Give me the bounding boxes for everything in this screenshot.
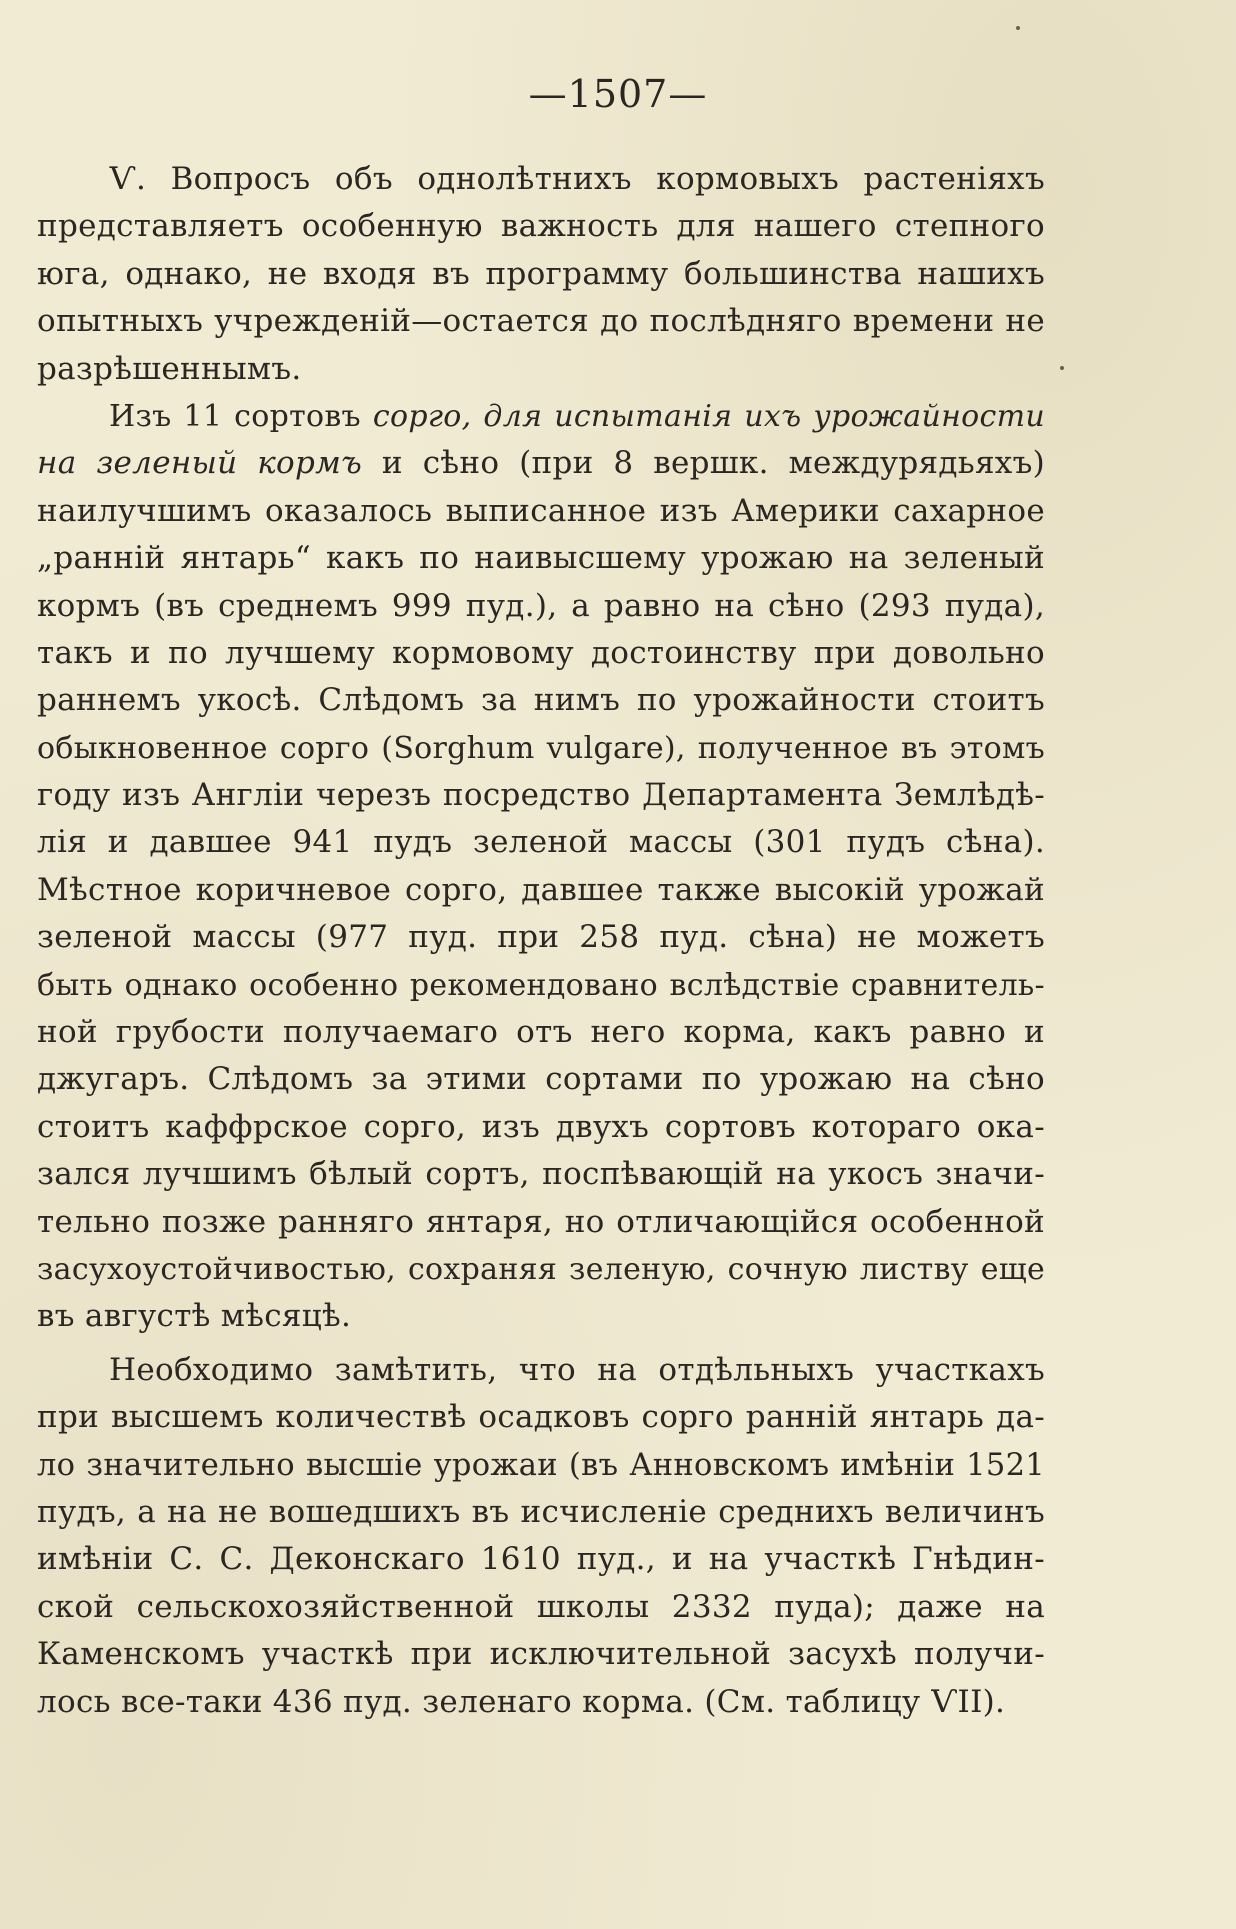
text-line: лось все-таки 436 пуд. зеленаго корма. (См. таблицу ѴII).	[37, 1683, 1006, 1720]
text-line: при высшемъ количествѣ осадковъ сорго ранній янтарь да-	[37, 1399, 1045, 1436]
text-line: представляетъ особенную важность для нашего степного	[37, 208, 1045, 245]
text-line: ной грубости получаемаго отъ него корма, какъ равно и	[37, 1014, 1045, 1051]
italic-phrase: на зеленый кормъ	[37, 445, 363, 482]
text-line: опытныхъ учрежденій—остается до послѣдняго времени не	[37, 303, 1045, 340]
text-line: „ранній янтарь“ какъ по наивысшему урожаю на зеленый	[37, 540, 1045, 577]
text-line: ло значительно высшіе урожаи (въ Анновскомъ имѣніи 1521	[37, 1447, 1045, 1483]
text-line: лія и давшее 941 пудъ зеленой массы (301 пудъ сѣна).	[37, 824, 1045, 861]
text-line: кормъ (въ среднемъ 999 пуд.), а равно на сѣно (293 пуда),	[37, 587, 1045, 624]
text-line: обыкновенное сорго (Sorghum vulgare), полученное въ этомъ	[37, 730, 1045, 766]
text-line: зался лучшимъ бѣлый сортъ, поспѣвающій на укосъ значи-	[37, 1156, 1045, 1193]
text-line: стоитъ каффрское сорго, изъ двухъ сортовъ котораго ока-	[37, 1108, 1045, 1145]
text-line	[37, 393, 1045, 440]
text-line: такъ и по лучшему кормовому достоинству при довольно	[37, 634, 1045, 671]
page-number: —1507—	[528, 72, 708, 116]
text-line: году изъ Англіи черезъ посредство Департамента Землѣдѣ-	[37, 777, 1045, 814]
text-line: джугаръ. Слѣдомъ за этими сортами по урожаю на сѣно	[37, 1061, 1045, 1098]
body-text	[37, 156, 1045, 1726]
line-text: и сѣно (при 8 вершк. междурядьяхъ)	[362, 445, 1045, 482]
paragraph-1	[37, 156, 1045, 393]
text-line: зеленой массы (977 пуд. при 258 пуд. сѣна) не можетъ	[37, 919, 1045, 956]
print-speck	[1016, 26, 1020, 30]
text-line	[37, 440, 1045, 487]
text-line: юга, однако, не входя въ программу большинства нашихъ	[37, 255, 1045, 292]
text-line: ской сельскохозяйственной школы 2332 пуда); даже на	[37, 1588, 1045, 1625]
text-line: имѣніи С. С. Деконскаго 1610 пуд., и на участкѣ Гнѣдин-	[37, 1541, 1045, 1578]
text-line: Ѵ. Вопросъ объ однолѣтнихъ кормовыхъ растеніяхъ	[109, 161, 1045, 197]
text-line: засухоустойчивостью, сохраняя зеленую, сочную листву еще	[37, 1251, 1045, 1287]
paragraph-2	[37, 393, 1045, 1341]
line-text: Изъ 11 сортовъ	[109, 398, 373, 434]
italic-phrase: сорго, для испытанія ихъ урожайности	[372, 398, 1045, 434]
text-line: наилучшимъ оказалось выписанное изъ Америки сахарное	[37, 492, 1045, 529]
print-speck	[1060, 366, 1064, 370]
text-line: разрѣшеннымъ.	[37, 350, 302, 387]
paragraph-3	[37, 1347, 1045, 1726]
text-line: Необходимо замѣтить, что на отдѣльныхъ участкахъ	[109, 1351, 1045, 1388]
text-line: раннемъ укосѣ. Слѣдомъ за нимъ по урожайности стоитъ	[37, 682, 1045, 719]
text-line: быть однако особенно рекомендовано вслѣдствіе сравнитель-	[37, 967, 1045, 1003]
text-line: Мѣстное коричневое сорго, давшее также высокій урожай	[37, 871, 1045, 908]
text-line: въ августѣ мѣсяцѣ.	[37, 1298, 352, 1335]
text-line: тельно позже ранняго янтаря, но отличающійся особенной	[37, 1203, 1045, 1240]
text-line: Каменскомъ участкѣ при исключительной засухѣ получи-	[37, 1636, 1045, 1673]
text-line: пудъ, а на не вошедшихъ въ исчисленіе среднихъ величинъ	[37, 1493, 1045, 1530]
